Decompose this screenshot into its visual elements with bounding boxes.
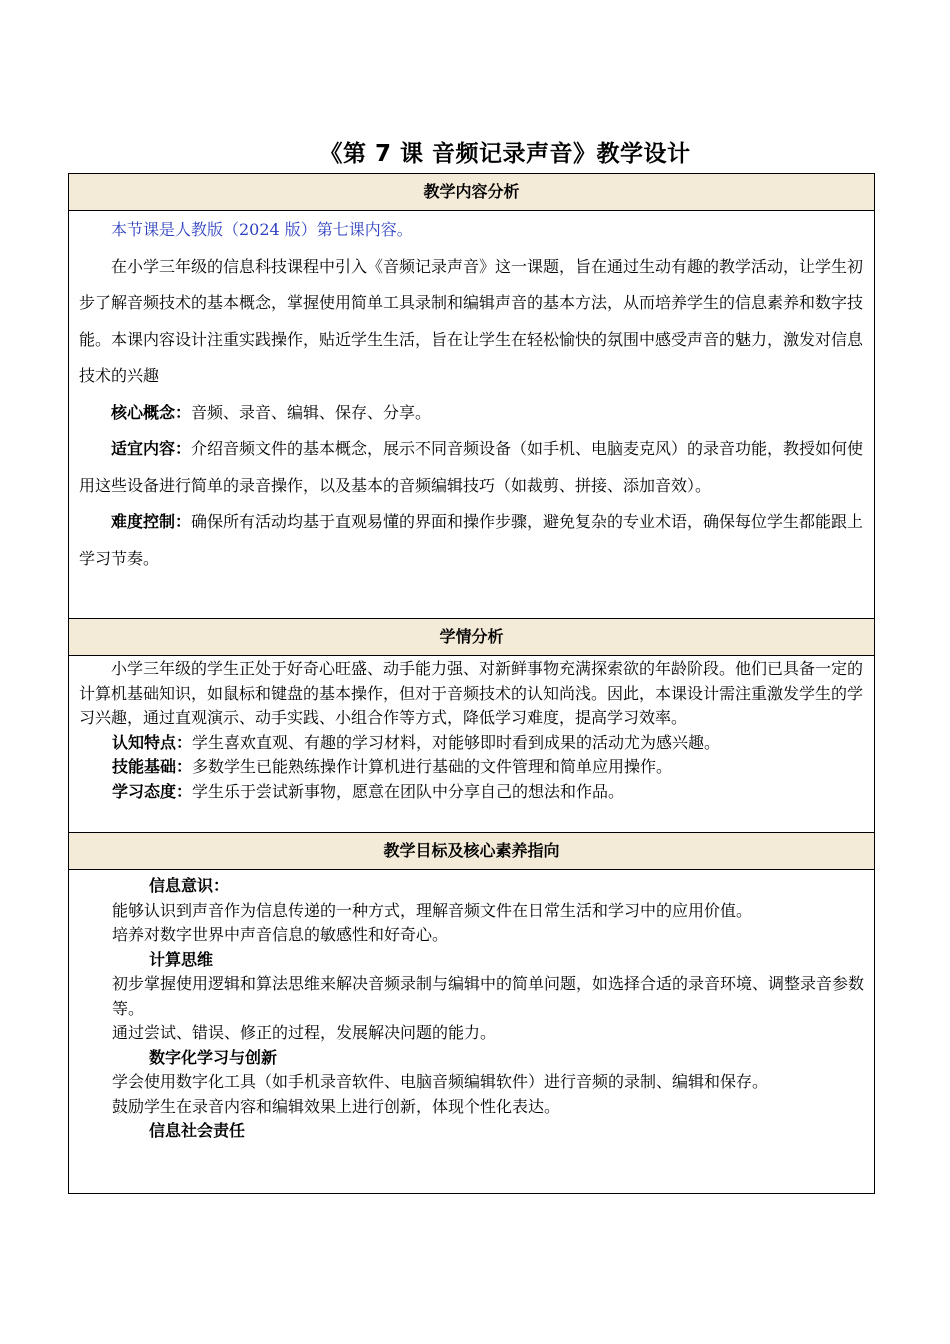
section-body-learner-analysis	[79, 657, 867, 804]
difficulty-label: 难度控制：	[111, 512, 192, 531]
section-header-content-analysis: 教学内容分析	[68, 173, 875, 211]
goal-computational-thinking-item: 初步掌握使用逻辑和算法思维来解决音频录制与编辑中的简单问题，如选择合适的录音环境、调整录音参数等。	[112, 974, 865, 1018]
cognitive-line	[79, 731, 867, 756]
goal-info-awareness-item: 培养对数字世界中声音信息的敏感性和好奇心。	[112, 925, 449, 944]
goal-digital-learning-item: 鼓励学生在录音内容和编辑效果上进行创新，体现个性化表达。	[112, 1096, 561, 1116]
goal-digital-learning-title: 数字化学习与创新	[149, 1047, 278, 1067]
goal-social-responsibility-title: 信息社会责任	[149, 1121, 246, 1140]
suitable-content-label: 适宜内容：	[111, 439, 192, 458]
goal-info-awareness-title: 信息意识：	[149, 876, 230, 895]
core-concept-line	[79, 395, 867, 432]
content-paragraph: 在小学三年级的信息科技课程中引入《音频记录声音》这一课题，旨在通过生动有趣的教学活动，让学生初步了解音频技术的基本概念，掌握使用简单工具录制和编辑声音的基本方法，从而培养学生的信息素养和数字技能。本课内容设计注重实践操作，贴近学生生活，旨在让学生在轻松愉快的氛围中感受声音的魅力，激发对信息技术的兴趣	[79, 256, 864, 385]
section-body-content-analysis	[79, 212, 867, 577]
goal-computational-thinking-item: 通过尝试、错误、修正的过程，发展解决问题的能力。	[112, 1023, 497, 1042]
skill-text: 多数学生已能熟练操作计算机进行基础的文件管理和简单应用操作。	[192, 757, 673, 776]
suitable-content-line	[79, 431, 867, 504]
core-concept-text: 音频、录音、编辑、保存、分享。	[191, 402, 432, 422]
learner-paragraph: 小学三年级的学生正处于好奇心旺盛、动手能力强、对新鲜事物充满探索欲的年龄阶段。他们已具备一定的计算机基础知识，如鼠标和键盘的基本操作，但对于音频技术的认知尚浅。因此，本课设计需注重激发学生的学习兴趣，通过直观演示、动手实践、小组合作等方式，降低学习难度，提高学习效率。	[79, 659, 864, 727]
cognitive-label: 认知特点：	[112, 732, 193, 752]
attitude-label: 学习态度：	[112, 781, 193, 801]
difficulty-text: 确保所有活动均基于直观易懂的界面和操作步骤，避免复杂的专业术语，确保每位学生都能跟上学习节奏。	[79, 512, 864, 568]
difficulty-line	[79, 504, 867, 577]
intro-line: 本节课是人教版（2024 版）第七课内容。	[111, 220, 413, 239]
attitude-text: 学生乐于尝试新事物，愿意在团队中分享自己的想法和作品。	[192, 781, 625, 801]
attitude-line	[79, 780, 867, 805]
skill-line	[79, 755, 867, 780]
skill-label: 技能基础：	[112, 757, 193, 776]
cognitive-text: 学生喜欢直观、有趣的学习材料，对能够即时看到成果的活动尤为感兴趣。	[192, 732, 721, 752]
suitable-content-text: 介绍音频文件的基本概念，展示不同音频设备（如手机、电脑麦克风）的录音功能，教授如何使用这些设备进行简单的录音操作，以及基本的音频编辑技巧（如裁剪、拼接、添加音效）。	[79, 439, 864, 495]
section-header-learner-analysis: 学情分析	[68, 618, 875, 656]
section-body-objectives	[79, 874, 867, 1144]
section-header-objectives: 教学目标及核心素养指向	[68, 832, 875, 870]
goal-digital-learning-item: 学会使用数字化工具（如手机录音软件、电脑音频编辑软件）进行音频的录制、编辑和保存。	[112, 1072, 769, 1091]
document-title: 《第 7 课 音频记录声音》教学设计	[319, 141, 691, 167]
core-concept-label: 核心概念：	[111, 402, 192, 422]
goal-info-awareness-item: 能够认识到声音作为信息传递的一种方式，理解音频文件在日常生活和学习中的应用价值。	[112, 900, 753, 920]
goal-computational-thinking-title: 计算思维	[149, 949, 214, 969]
